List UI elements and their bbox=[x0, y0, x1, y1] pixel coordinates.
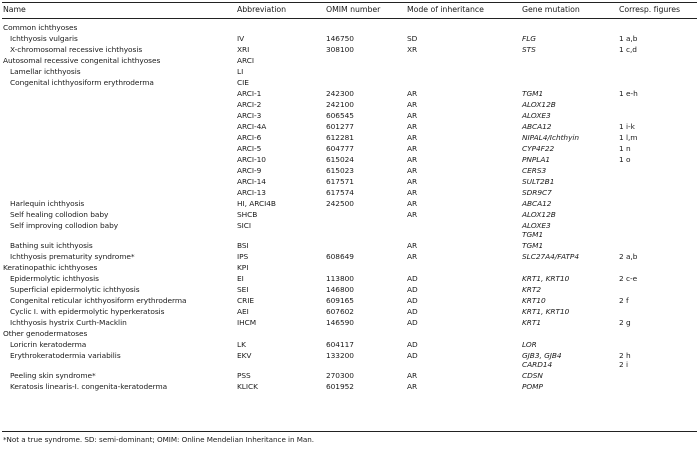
inheritance-cell: AD bbox=[407, 340, 418, 349]
inheritance-cell: AR bbox=[407, 122, 418, 131]
abbreviation-cell: ARCI-5 bbox=[237, 144, 262, 153]
abbreviation-cell: IHCM bbox=[237, 318, 257, 327]
gene-cell: LOR bbox=[522, 340, 537, 349]
omim-cell: 612281 bbox=[326, 133, 354, 142]
disease-name: X-chromosomal recessive ichthyosis bbox=[10, 45, 143, 54]
omim-cell: 601277 bbox=[326, 122, 354, 131]
abbreviation-cell: ARCI-6 bbox=[237, 133, 262, 142]
gene-cell: ABCA12 bbox=[522, 122, 552, 131]
disease-name: Loricrin keratoderma bbox=[10, 340, 87, 349]
disease-name: Common ichthyoses bbox=[3, 23, 78, 32]
abbreviation-cell: CRIE bbox=[237, 296, 254, 305]
gene-cell: KRT1 bbox=[522, 318, 541, 327]
inheritance-cell: AR bbox=[407, 188, 418, 197]
inheritance-cell: AR bbox=[407, 144, 418, 153]
disease-name: Keratosis linearis-I. congenita-keratoderma bbox=[10, 382, 168, 391]
inheritance-cell: AR bbox=[407, 100, 418, 109]
omim-cell: 617571 bbox=[326, 177, 354, 186]
disease-name: Superficial epidermolytic ichthyosis bbox=[10, 285, 140, 294]
abbreviation-cell: ARCI-9 bbox=[237, 166, 262, 175]
omim-cell: 617574 bbox=[326, 188, 354, 197]
disease-name: Bathing suit ichthyosis bbox=[10, 241, 93, 250]
figure-cell: 1 a,b bbox=[619, 34, 638, 43]
disease-name: Congenital ichthyosiform erythroderma bbox=[10, 78, 154, 87]
disease-name: Erythrokeratodermia variabilis bbox=[10, 351, 121, 360]
figure-cell: 1 l,m bbox=[619, 133, 638, 142]
omim-cell: 604777 bbox=[326, 144, 354, 153]
gene-cell: TGM1 bbox=[522, 230, 544, 239]
abbreviation-cell: AEI bbox=[237, 307, 249, 316]
inheritance-cell: AD bbox=[407, 274, 418, 283]
gene-cell: FLG bbox=[522, 34, 536, 43]
omim-cell: 607602 bbox=[326, 307, 354, 316]
figure-cell: 1 o bbox=[619, 155, 631, 164]
abbreviation-cell: KPI bbox=[237, 263, 249, 272]
gene-cell: NIPAL4/Ichthyin bbox=[522, 133, 580, 142]
inheritance-cell: AD bbox=[407, 307, 418, 316]
inheritance-cell: AR bbox=[407, 155, 418, 164]
disease-name: Epidermolytic ichthyosis bbox=[10, 274, 99, 283]
gene-cell: POMP bbox=[522, 382, 543, 391]
abbreviation-cell: KLICK bbox=[237, 382, 258, 391]
gene-cell: CERS3 bbox=[522, 166, 547, 175]
omim-cell: 242500 bbox=[326, 199, 354, 208]
disease-name: Lamellar ichthyosis bbox=[10, 67, 81, 76]
inheritance-cell: XR bbox=[407, 45, 418, 54]
inheritance-cell: AR bbox=[407, 166, 418, 175]
abbreviation-cell: SICI bbox=[237, 221, 252, 230]
omim-cell: 242100 bbox=[326, 100, 354, 109]
abbreviation-cell: ARCI-4A bbox=[237, 122, 267, 131]
omim-cell: 615024 bbox=[326, 155, 354, 164]
abbreviation-cell: ARCI bbox=[237, 56, 254, 65]
inheritance-cell: SD bbox=[407, 34, 418, 43]
gene-cell: PNPLA1 bbox=[522, 155, 551, 164]
omim-cell: 133200 bbox=[326, 351, 354, 360]
disease-name: Ichthyosis hystrix Curth-Macklin bbox=[10, 318, 127, 327]
header-name: Name bbox=[3, 5, 26, 14]
header-omim: OMIM number bbox=[326, 5, 381, 14]
disease-name: Self improving collodion baby bbox=[10, 221, 119, 230]
abbreviation-cell: XRI bbox=[237, 45, 250, 54]
inheritance-cell: AD bbox=[407, 296, 418, 305]
gene-cell: ALOX12B bbox=[522, 100, 556, 109]
gene-cell: ALOXE3 bbox=[522, 111, 551, 120]
abbreviation-cell: LK bbox=[237, 340, 246, 349]
gene-cell: SULT2B1 bbox=[522, 177, 555, 186]
abbreviation-cell: CIE bbox=[237, 78, 249, 87]
gene-cell: KRT2 bbox=[522, 285, 541, 294]
abbreviation-cell: ARCI-10 bbox=[237, 155, 266, 164]
header-rule bbox=[2, 18, 697, 19]
figure-cell: 2 g bbox=[619, 318, 631, 327]
omim-cell: 146750 bbox=[326, 34, 354, 43]
figure-cell: 2 a,b bbox=[619, 252, 638, 261]
disease-name: Ichthyosis prematurity syndrome* bbox=[10, 252, 135, 261]
figure-cell: 2 i bbox=[619, 360, 628, 369]
inheritance-cell: AD bbox=[407, 285, 418, 294]
omim-cell: 601952 bbox=[326, 382, 354, 391]
gene-cell: STS bbox=[522, 45, 536, 54]
inheritance-cell: AR bbox=[407, 133, 418, 142]
gene-cell: KRT10 bbox=[522, 296, 546, 305]
disease-name: Cyclic I. with epidermolytic hyperkeratosis bbox=[10, 307, 165, 316]
figure-cell: 1 e-h bbox=[619, 89, 638, 98]
abbreviation-cell: EKV bbox=[237, 351, 252, 360]
gene-cell: SDR9C7 bbox=[522, 188, 552, 197]
gene-cell: CDSN bbox=[522, 371, 543, 380]
figure-cell: 2 f bbox=[619, 296, 629, 305]
omim-cell: 608649 bbox=[326, 252, 354, 261]
omim-cell: 146590 bbox=[326, 318, 354, 327]
abbreviation-cell: PSS bbox=[237, 371, 251, 380]
header-gene: Gene mutation bbox=[522, 5, 580, 14]
inheritance-cell: AR bbox=[407, 111, 418, 120]
omim-cell: 604117 bbox=[326, 340, 354, 349]
disease-name: Self healing collodion baby bbox=[10, 210, 109, 219]
disease-name: Congenital reticular ichthyosiform erythroderma bbox=[10, 296, 187, 305]
omim-cell: 113800 bbox=[326, 274, 354, 283]
gene-cell: SLC27A4/FATP4 bbox=[522, 252, 579, 261]
abbreviation-cell: ARCI-2 bbox=[237, 100, 262, 109]
abbreviation-cell: SEI bbox=[237, 285, 249, 294]
gene-cell: ABCA12 bbox=[522, 199, 552, 208]
abbreviation-cell: EI bbox=[237, 274, 244, 283]
omim-cell: 615023 bbox=[326, 166, 354, 175]
inheritance-cell: AR bbox=[407, 199, 418, 208]
disease-name: Ichthyosis vulgaris bbox=[10, 34, 78, 43]
abbreviation-cell: ARCI-1 bbox=[237, 89, 262, 98]
omim-cell: 270300 bbox=[326, 371, 354, 380]
inheritance-cell: AD bbox=[407, 351, 418, 360]
gene-cell: CYP4F22 bbox=[522, 144, 555, 153]
omim-cell: 242300 bbox=[326, 89, 354, 98]
inheritance-cell: AR bbox=[407, 89, 418, 98]
inheritance-cell: AR bbox=[407, 241, 418, 250]
table-top-rule bbox=[2, 2, 697, 3]
abbreviation-cell: ARCI-3 bbox=[237, 111, 262, 120]
inheritance-cell: AR bbox=[407, 177, 418, 186]
gene-cell: KRT1, KRT10 bbox=[522, 307, 570, 316]
gene-cell: ALOX12B bbox=[522, 210, 556, 219]
table-bottom-rule bbox=[2, 431, 697, 432]
abbreviation-cell: SHCB bbox=[237, 210, 258, 219]
gene-cell: KRT1, KRT10 bbox=[522, 274, 570, 283]
disease-name: Harlequin ichthyosis bbox=[10, 199, 85, 208]
inheritance-cell: AR bbox=[407, 382, 418, 391]
abbreviation-cell: LI bbox=[237, 67, 244, 76]
figure-cell: 2 h bbox=[619, 351, 631, 360]
gene-cell: ALOXE3 bbox=[522, 221, 551, 230]
figure-cell: 1 i-k bbox=[619, 122, 635, 131]
header-figures: Corresp. figures bbox=[619, 5, 680, 14]
gene-cell: TGM1 bbox=[522, 89, 544, 98]
header-inheritance: Mode of inheritance bbox=[407, 5, 484, 14]
abbreviation-cell: ARCI-13 bbox=[237, 188, 266, 197]
abbreviation-cell: IPS bbox=[237, 252, 249, 261]
omim-cell: 606545 bbox=[326, 111, 354, 120]
abbreviation-cell: ARCI-14 bbox=[237, 177, 266, 186]
disease-name: Other genodermatoses bbox=[3, 329, 88, 338]
inheritance-cell: AR bbox=[407, 210, 418, 219]
figure-cell: 1 c,d bbox=[619, 45, 637, 54]
inheritance-cell: AR bbox=[407, 252, 418, 261]
omim-cell: 308100 bbox=[326, 45, 354, 54]
disease-name: Keratinopathic ichthyoses bbox=[3, 263, 98, 272]
figure-cell: 2 c-e bbox=[619, 274, 638, 283]
header-abbreviation: Abbreviation bbox=[237, 5, 286, 14]
inheritance-cell: AR bbox=[407, 371, 418, 380]
abbreviation-cell: HI, ARCI4B bbox=[237, 199, 276, 208]
abbreviation-cell: IV bbox=[237, 34, 245, 43]
disease-name: Peeling skin syndrome* bbox=[10, 371, 96, 380]
abbreviation-cell: BSI bbox=[237, 241, 249, 250]
inheritance-cell: AD bbox=[407, 318, 418, 327]
disease-name: Autosomal recessive congenital ichthyoses bbox=[3, 56, 161, 65]
gene-cell: TGM1 bbox=[522, 241, 544, 250]
footnote: *Not a true syndrome. SD: semi-dominant; OMIM: Online Mendelian Inheritance in Man. bbox=[3, 435, 314, 444]
figure-cell: 1 n bbox=[619, 144, 631, 153]
omim-cell: 609165 bbox=[326, 296, 354, 305]
gene-cell: CARD14 bbox=[522, 360, 553, 369]
gene-cell: GJB3, GJB4 bbox=[522, 351, 562, 360]
omim-cell: 146800 bbox=[326, 285, 354, 294]
